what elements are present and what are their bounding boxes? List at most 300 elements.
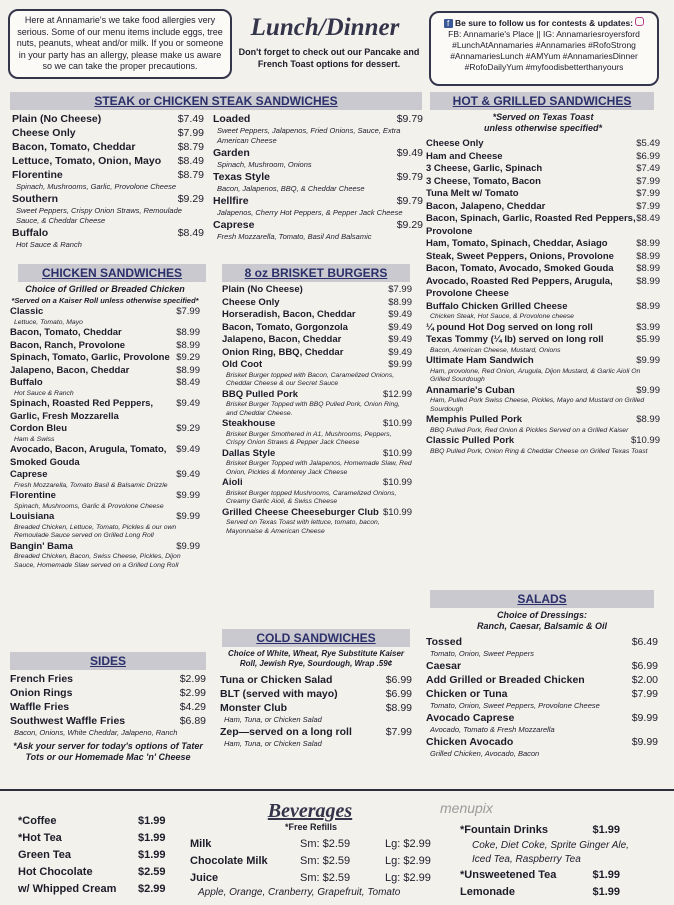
item-name: Chicken Avocado <box>426 736 514 748</box>
beverages-mid-list <box>190 836 440 887</box>
social-line2: FB: Annamarie's Place || IG: Annamariesroyersford <box>448 29 640 39</box>
item-price: $10.99 <box>382 477 412 488</box>
item-price: $8.99 <box>636 300 660 312</box>
menu-item <box>10 672 206 686</box>
item-price: $2.00 <box>631 674 658 686</box>
beverage-item <box>18 813 173 830</box>
menu-item <box>222 477 412 507</box>
item-description: Hot Sauce & Ranch <box>14 389 74 397</box>
menu-item <box>426 188 660 201</box>
menu-item <box>220 701 412 725</box>
menu-item <box>12 140 204 154</box>
cold-list <box>220 673 412 749</box>
item-name: Lettuce, Tomato, Onion, Mayo <box>12 155 162 167</box>
beverage-item <box>190 853 440 870</box>
item-name: Avocado, Roasted Red Peppers, Arugula, Provolone Cheese <box>426 275 613 299</box>
item-description: Fresh Mozzarella, Tomato Basil & Balsamic Drizzle <box>14 481 168 489</box>
item-price: $9.79 <box>396 195 423 207</box>
item-name: Memphis Pulled Pork <box>426 414 523 425</box>
sides-list <box>10 672 206 738</box>
menu-item <box>426 176 660 189</box>
steak-left-list <box>12 112 204 250</box>
menu-item <box>426 201 660 214</box>
item-description: Brisket Burger Smothered in A1, Mushrooms, Peppers, Crispy Onion Straws & Pepper Jack Cheese <box>226 430 392 446</box>
menu-item <box>222 284 412 297</box>
menu-item <box>426 238 660 251</box>
item-name: Tossed <box>426 636 462 648</box>
item-name: Onion Rings <box>10 687 73 699</box>
lemonade <box>460 884 665 901</box>
menu-item <box>10 352 200 365</box>
item-description: Brisket Burger Topped with BBQ Pulled Pork, Onion Ring, and Cheddar Cheese. <box>226 401 400 417</box>
beverage-item <box>18 881 173 898</box>
item-price: $8.79 <box>177 169 204 181</box>
beverage-name: Chocolate Milk <box>190 855 268 867</box>
item-name: Annamarie's Cuban <box>426 384 515 396</box>
item-description: Ham, provolone, Red Onion, Arugula, Dijon Mustard, & Garlic Aioli On Grilled Sourdough <box>430 367 641 383</box>
page-subtitle: Don't forget to check out our Pancake and French Toast options for dessert. <box>238 47 420 69</box>
item-price: $4.29 <box>179 701 206 713</box>
item-price: $9.49 <box>176 398 200 409</box>
item-price: $8.99 <box>636 250 660 262</box>
item-price: $7.99 <box>636 188 660 199</box>
menu-item <box>12 154 204 168</box>
beverage-large-price: Lg: $2.99 <box>385 838 431 850</box>
menu-item <box>12 126 204 140</box>
menu-item <box>10 444 200 469</box>
menu-item <box>426 673 658 687</box>
item-price: $7.49 <box>177 113 204 125</box>
item-price: $9.49 <box>176 469 200 480</box>
item-description: Bacon, Jalapenos, BBQ, & Cheddar Cheese <box>217 184 365 193</box>
item-name: Onion Ring, BBQ, Cheddar <box>222 346 344 358</box>
item-price: $8.49 <box>176 377 200 388</box>
chicken-header: CHICKEN SANDWICHES <box>18 264 206 282</box>
beverages-divider <box>0 789 674 791</box>
menu-item <box>213 146 423 170</box>
beverage-item <box>190 870 440 887</box>
item-name: Bangin' Bama <box>10 540 73 552</box>
menu-item <box>10 511 200 541</box>
beverage-large-price: Lg: $2.99 <box>385 872 431 884</box>
item-price: $9.49 <box>388 334 412 345</box>
cold-header: COLD SANDWICHES <box>222 629 410 647</box>
beverage-small-price: Sm: $2.59 <box>300 872 351 884</box>
item-name: Loaded <box>213 113 251 125</box>
menu-item <box>426 138 660 151</box>
item-price: $7.99 <box>176 306 200 317</box>
beverage-item <box>18 830 173 847</box>
item-description: Chicken Steak, Hot Sauce, & Provolone cheese <box>430 313 574 320</box>
item-name: Aioli <box>222 477 243 488</box>
fountain-name: *Fountain Drinks <box>460 824 549 836</box>
item-price: $6.89 <box>179 715 206 727</box>
menu-item <box>10 398 200 423</box>
menu-item <box>426 322 660 335</box>
item-price: $8.99 <box>636 414 660 425</box>
item-name: Buffalo <box>12 227 49 239</box>
item-name: Old Coot <box>222 359 263 370</box>
menu-item <box>426 385 660 415</box>
item-price: $9.99 <box>176 490 200 501</box>
item-description: Ham, Tuna, or Chicken Salad <box>224 715 322 724</box>
item-description: Jalapenos, Cherry Hot Peppers, & Pepper Jack Cheese <box>217 208 403 217</box>
item-price: $7.99 <box>631 688 658 700</box>
item-name: Hellfire <box>213 195 249 207</box>
item-name: Plain (No Cheese) <box>222 284 303 295</box>
chicken-section <box>10 284 200 570</box>
beverage-large-price: Lg: $2.99 <box>385 855 431 867</box>
item-description: Breaded Chicken, Lettuce, Tomato, Pickles & our own Remoulade Sauce served on Grilled Long Roll <box>14 523 177 539</box>
steak-header: STEAK or CHICKEN STEAK SANDWICHES <box>10 92 422 110</box>
menu-item <box>222 297 412 310</box>
item-price: $6.49 <box>631 636 658 648</box>
item-price: $8.99 <box>176 364 200 376</box>
menu-item <box>222 448 412 478</box>
chicken-list <box>10 306 200 570</box>
item-name: Tuna Melt w/ Tomato <box>426 188 519 199</box>
item-price: $9.29 <box>396 219 423 231</box>
social-tags: #LunchAtAnnamaries #Annamaries #RofoStrong #AnnamariesLunch #AMYum #AnnamariesDinner #RofoDailyYum #myfoodisbetterthanyours <box>450 40 638 72</box>
item-description: Brisket Burger topped Mushrooms, Caramelized Onions, Creamy Garlic Aioli, & Swiss Cheese <box>226 489 397 505</box>
item-name: Cordon Bleu <box>10 423 67 434</box>
menu-item <box>10 700 206 714</box>
menu-item <box>12 226 204 250</box>
item-price: $8.99 <box>636 275 660 287</box>
item-price: $8.49 <box>636 213 660 224</box>
item-description: BBQ Pulled Pork, Onion Ring & Cheddar Cheese on Grilled Texas Toast <box>430 447 648 455</box>
item-description: Bacon, American Cheese, Mustard, Onions <box>430 346 561 354</box>
item-price: $9.29 <box>176 423 200 434</box>
item-description: Tomato, Onion, Sweet Peppers, Provolone Cheese <box>430 701 600 710</box>
menu-item <box>213 218 423 242</box>
menu-item <box>222 418 412 448</box>
item-price: $9.49 <box>176 444 200 455</box>
item-name: French Fries <box>10 673 74 685</box>
beverage-item <box>18 847 173 864</box>
facebook-icon: f <box>444 19 453 28</box>
item-name: Classic <box>10 306 44 317</box>
item-price: $9.99 <box>388 359 412 370</box>
beverage-item <box>190 836 440 853</box>
item-name: Monster Club <box>220 702 288 714</box>
menu-item <box>426 659 658 673</box>
item-price: $5.99 <box>636 334 660 345</box>
free-refills: *Free Refills <box>285 822 338 832</box>
item-name: Cheese Only <box>426 138 484 149</box>
item-price: $7.99 <box>388 284 412 295</box>
item-price: $8.99 <box>176 327 200 338</box>
item-price: $9.99 <box>636 355 660 366</box>
item-description: Grilled Chicken, Avocado, Bacon <box>430 749 540 758</box>
menu-item <box>222 309 412 322</box>
item-description: Sweet Peppers, Crispy Onion Straws, Remoulade Sauce, & Cheddar Cheese <box>16 206 182 225</box>
beverage-price: $1.99 <box>138 849 166 861</box>
beverage-name: Hot Chocolate <box>18 866 93 878</box>
item-name: Grilled Cheese Cheeseburger Club <box>222 506 379 518</box>
menu-item <box>213 170 423 194</box>
item-name: Avocado, Bacon, Arugula, Tomato, Smoked Gouda <box>10 444 167 468</box>
item-name: Dallas Style <box>222 447 276 459</box>
fountain-price: $1.99 <box>592 824 620 836</box>
item-name: Ultimate Ham Sandwich <box>426 355 534 366</box>
hot-header: HOT & GRILLED SANDWICHES <box>430 92 654 110</box>
item-price: $9.49 <box>388 321 412 333</box>
item-name: Caprese <box>10 469 48 480</box>
fountain-list: Coke, Diet Coke, Sprite Ginger Ale, Iced Tea, Raspberry Tea <box>472 840 629 865</box>
item-name: Southern <box>12 193 59 205</box>
menu-item <box>222 322 412 335</box>
menu-item <box>426 251 660 264</box>
item-price: $7.49 <box>636 163 660 174</box>
beverage-price: $1.99 <box>138 815 166 827</box>
juice-list: Apple, Orange, Cranberry, Grapefruit, Tomato <box>198 887 401 898</box>
fountain-drinks <box>460 822 665 839</box>
menu-item <box>222 359 412 389</box>
menu-item <box>10 306 200 327</box>
menu-item <box>222 507 412 537</box>
beverage-price: $2.59 <box>138 866 166 878</box>
menu-item <box>10 423 200 444</box>
item-name: Garden <box>213 147 250 159</box>
item-description: Bacon, Onions, White Cheddar, Jalapeno, Ranch <box>14 728 178 737</box>
instagram-icon <box>635 17 644 26</box>
item-price: $7.99 <box>636 200 660 212</box>
item-name: Bacon, Ranch, Provolone <box>10 339 126 351</box>
menu-item <box>10 365 200 378</box>
item-price: $9.79 <box>396 113 423 125</box>
menu-item <box>213 112 423 146</box>
item-price: $6.99 <box>385 688 412 700</box>
sides-note: *Ask your server for today's options of Tater Tots or our Homemade Mac 'n' Cheese <box>13 741 203 762</box>
item-description: Spinach, Mushroom, Onions <box>217 160 312 169</box>
item-name: Bacon, Jalapeno, Cheddar <box>426 200 546 212</box>
item-name: Bacon, Tomato, Gorgonzola <box>222 321 348 333</box>
menu-item <box>426 263 660 276</box>
menu-item <box>426 711 658 735</box>
menu-item <box>10 541 200 571</box>
item-name: Add Grilled or Breaded Chicken <box>426 674 585 686</box>
item-name: Florentine <box>10 490 56 501</box>
item-name: Texas Tommy (¼ lb) served on long roll <box>426 334 604 345</box>
menu-item <box>220 673 412 687</box>
beverage-name: Milk <box>190 838 212 850</box>
item-name: Horseradish, Bacon, Cheddar <box>222 309 356 320</box>
item-name: Cheese Only <box>12 127 76 139</box>
menu-item <box>426 301 660 322</box>
item-name: Spinach, Tomato, Garlic, Provolone <box>10 352 170 363</box>
menu-item <box>222 334 412 347</box>
item-price: $12.99 <box>382 388 412 400</box>
beverage-name: *Hot Tea <box>18 832 62 844</box>
item-name: Bacon, Tomato, Avocado, Smoked Gouda <box>426 263 614 274</box>
menu-item <box>10 327 200 340</box>
item-name: BBQ Pulled Pork <box>222 388 299 400</box>
item-description: Fresh Mozzarella, Tomato, Basil And Balsamic <box>217 232 372 241</box>
item-price: $9.79 <box>396 171 423 183</box>
item-price: $8.49 <box>177 155 204 167</box>
item-description: Spinach, Mushrooms, Garlic, Provolone Cheese <box>16 182 177 191</box>
hot-note2: unless otherwise specified* <box>483 123 603 133</box>
menu-item <box>426 635 658 659</box>
item-name: Jalapeno, Bacon, Cheddar <box>10 364 130 376</box>
beverage-price: $2.99 <box>138 883 166 895</box>
item-price: $10.99 <box>382 418 412 429</box>
item-name: Buffalo <box>10 377 43 388</box>
item-description: Brisket Burger topped with Bacon, Caramelized Onions, Cheddar Cheese & our Secret Sauce <box>226 371 395 387</box>
page-title: Lunch/Dinner <box>250 14 400 41</box>
item-description: Hot Sauce & Ranch <box>16 240 82 249</box>
item-description: Spinach, Mushrooms, Garlic & Provolone Cheese <box>14 502 164 510</box>
item-name: Cheese Only <box>222 296 280 308</box>
menu-item <box>12 168 204 192</box>
item-price: $9.49 <box>396 147 423 159</box>
lemonade-name: Lemonade <box>460 886 516 898</box>
item-name: Steakhouse <box>222 418 276 429</box>
sides-header: SIDES <box>10 652 206 670</box>
item-name: Louisiana <box>10 511 55 522</box>
beverages-header: Beverages <box>267 800 353 822</box>
item-price: $7.99 <box>385 726 412 738</box>
item-description: Served on Texas Toast with lettuce, tomato, bacon, Mayonnaise & American Cheese <box>226 519 380 535</box>
beverage-item <box>18 864 173 881</box>
item-price: $8.49 <box>177 227 204 239</box>
menu-item <box>426 213 660 238</box>
beverage-name: *Coffee <box>18 815 57 827</box>
item-price: $6.99 <box>631 660 658 672</box>
beverages-right <box>460 822 665 901</box>
salads-note1: Choice of Dressings: <box>496 610 588 620</box>
item-price: $9.99 <box>176 540 200 552</box>
beverage-name: w/ Whipped Cream <box>18 883 117 895</box>
item-name: Bacon, Spinach, Garlic, Roasted Red Peppers, Provolone <box>426 213 636 237</box>
brisket-list <box>222 284 412 536</box>
item-description: Tomato, Onion, Sweet Peppers <box>430 649 534 658</box>
item-name: Ham and Cheese <box>426 150 503 162</box>
watermark: menupix <box>440 800 493 816</box>
item-price: $6.99 <box>385 674 412 686</box>
chicken-note1: Choice of Grilled or Breaded Chicken <box>25 284 185 294</box>
menu-item <box>213 194 423 218</box>
beverage-name: Juice <box>190 872 219 884</box>
menu-item <box>10 377 200 398</box>
item-description: Ham & Swiss <box>14 435 55 443</box>
beverage-small-price: Sm: $2.59 <box>300 855 351 867</box>
menu-item <box>426 276 660 301</box>
social-line1: Be sure to follow us for contests & updates: <box>454 18 634 28</box>
item-price: $9.99 <box>631 712 658 724</box>
menu-item <box>426 735 658 759</box>
menu-item <box>222 389 412 419</box>
menu-item <box>10 714 206 738</box>
menu-item <box>12 112 204 126</box>
menu-item <box>426 687 658 711</box>
cold-section <box>220 649 412 749</box>
item-price: $3.99 <box>636 321 660 333</box>
item-price: $9.99 <box>631 736 658 748</box>
sides-section <box>10 672 206 763</box>
item-name: Bacon, Tomato, Cheddar <box>10 327 122 338</box>
salads-section <box>426 610 658 759</box>
menu-item <box>426 355 660 385</box>
item-description: Brisket Burger Topped with Jalapenos, Homemade Slaw, Red Onion, Pickles & Monterey Jack Cheese <box>226 460 412 476</box>
item-price: $8.99 <box>385 702 412 714</box>
menu-item <box>220 687 412 701</box>
item-name: Steak, Sweet Peppers, Onions, Provolone <box>426 250 614 262</box>
item-name: ¼ pound Hot Dog served on long roll <box>426 321 593 333</box>
item-price: $9.99 <box>636 384 660 396</box>
hot-section <box>426 112 660 456</box>
item-price: $8.79 <box>177 141 204 153</box>
menu-item <box>426 435 660 456</box>
item-name: Zep—served on a long roll <box>220 726 352 738</box>
steak-right-list <box>213 112 423 242</box>
lemonade-price: $1.99 <box>592 886 620 898</box>
item-price: $5.49 <box>636 138 660 149</box>
item-description: Sweet Peppers, Jalapenos, Fried Onions, Sauce, Extra American Cheese <box>217 126 401 145</box>
menu-item <box>220 725 412 749</box>
item-price: $10.99 <box>382 447 412 459</box>
menu-item <box>222 347 412 360</box>
item-price: $10.99 <box>630 435 660 446</box>
item-description: Ham, Pulled Pork Swiss Cheese, Pickles, Mayo and Mustard on Grilled Sourdough <box>430 397 645 413</box>
item-name: BLT (served with mayo) <box>220 688 338 700</box>
salads-header: SALADS <box>430 590 654 608</box>
item-description: Breaded Chicken, Bacon, Swiss Cheese, Pickles, Dijon Sauce, Homemade Slaw served on a Grilled Long Roll <box>14 553 181 569</box>
item-name: Southwest Waffle Fries <box>10 715 126 727</box>
item-name: Avocado Caprese <box>426 712 515 724</box>
item-price: $8.99 <box>636 263 660 274</box>
item-name: 3 Cheese, Tomato, Bacon <box>426 175 541 187</box>
beverage-name: Green Tea <box>18 849 71 861</box>
menu-item <box>12 192 204 226</box>
item-name: Bacon, Tomato, Cheddar <box>12 141 136 153</box>
item-name: Tuna or Chicken Salad <box>220 674 333 686</box>
menu-item <box>426 334 660 355</box>
item-name: Caprese <box>213 219 255 231</box>
item-price: $9.29 <box>176 352 200 363</box>
item-price: $8.99 <box>176 339 200 351</box>
item-name: Chicken or Tuna <box>426 688 508 700</box>
social-box <box>429 11 659 86</box>
menu-item <box>10 469 200 490</box>
beverage-small-price: Sm: $2.59 <box>300 838 351 850</box>
menu-item <box>426 414 660 435</box>
item-price: $6.99 <box>636 150 660 162</box>
brisket-header: 8 oz BRISKET BURGERS <box>222 264 410 282</box>
item-price: $2.99 <box>179 673 206 685</box>
item-price: $7.99 <box>177 127 204 139</box>
unsweetened-tea <box>460 867 665 884</box>
item-name: Waffle Fries <box>10 701 70 713</box>
item-name: Spinach, Roasted Red Peppers, Garlic, Fresh Mozzarella <box>10 398 154 422</box>
menu-item <box>10 490 200 511</box>
item-name: Caesar <box>426 660 462 672</box>
beverage-price: $1.99 <box>138 832 166 844</box>
menu-item <box>426 163 660 176</box>
item-name: Florentine <box>12 169 63 181</box>
chicken-note2: *Served on a Kaiser Roll unless otherwise specified* <box>11 296 199 305</box>
menu-item <box>10 686 206 700</box>
item-price: $9.49 <box>388 346 412 358</box>
menu-item <box>10 340 200 353</box>
item-description: Ham, Tuna, or Chicken Salad <box>224 739 322 748</box>
hot-note1: *Served on Texas Toast <box>492 112 594 122</box>
item-name: Jalapeno, Bacon, Cheddar <box>222 334 342 345</box>
salads-note2: Ranch, Caesar, Balsamic & Oil <box>476 621 608 631</box>
item-price: $7.99 <box>636 175 660 187</box>
item-price: $2.99 <box>179 687 206 699</box>
